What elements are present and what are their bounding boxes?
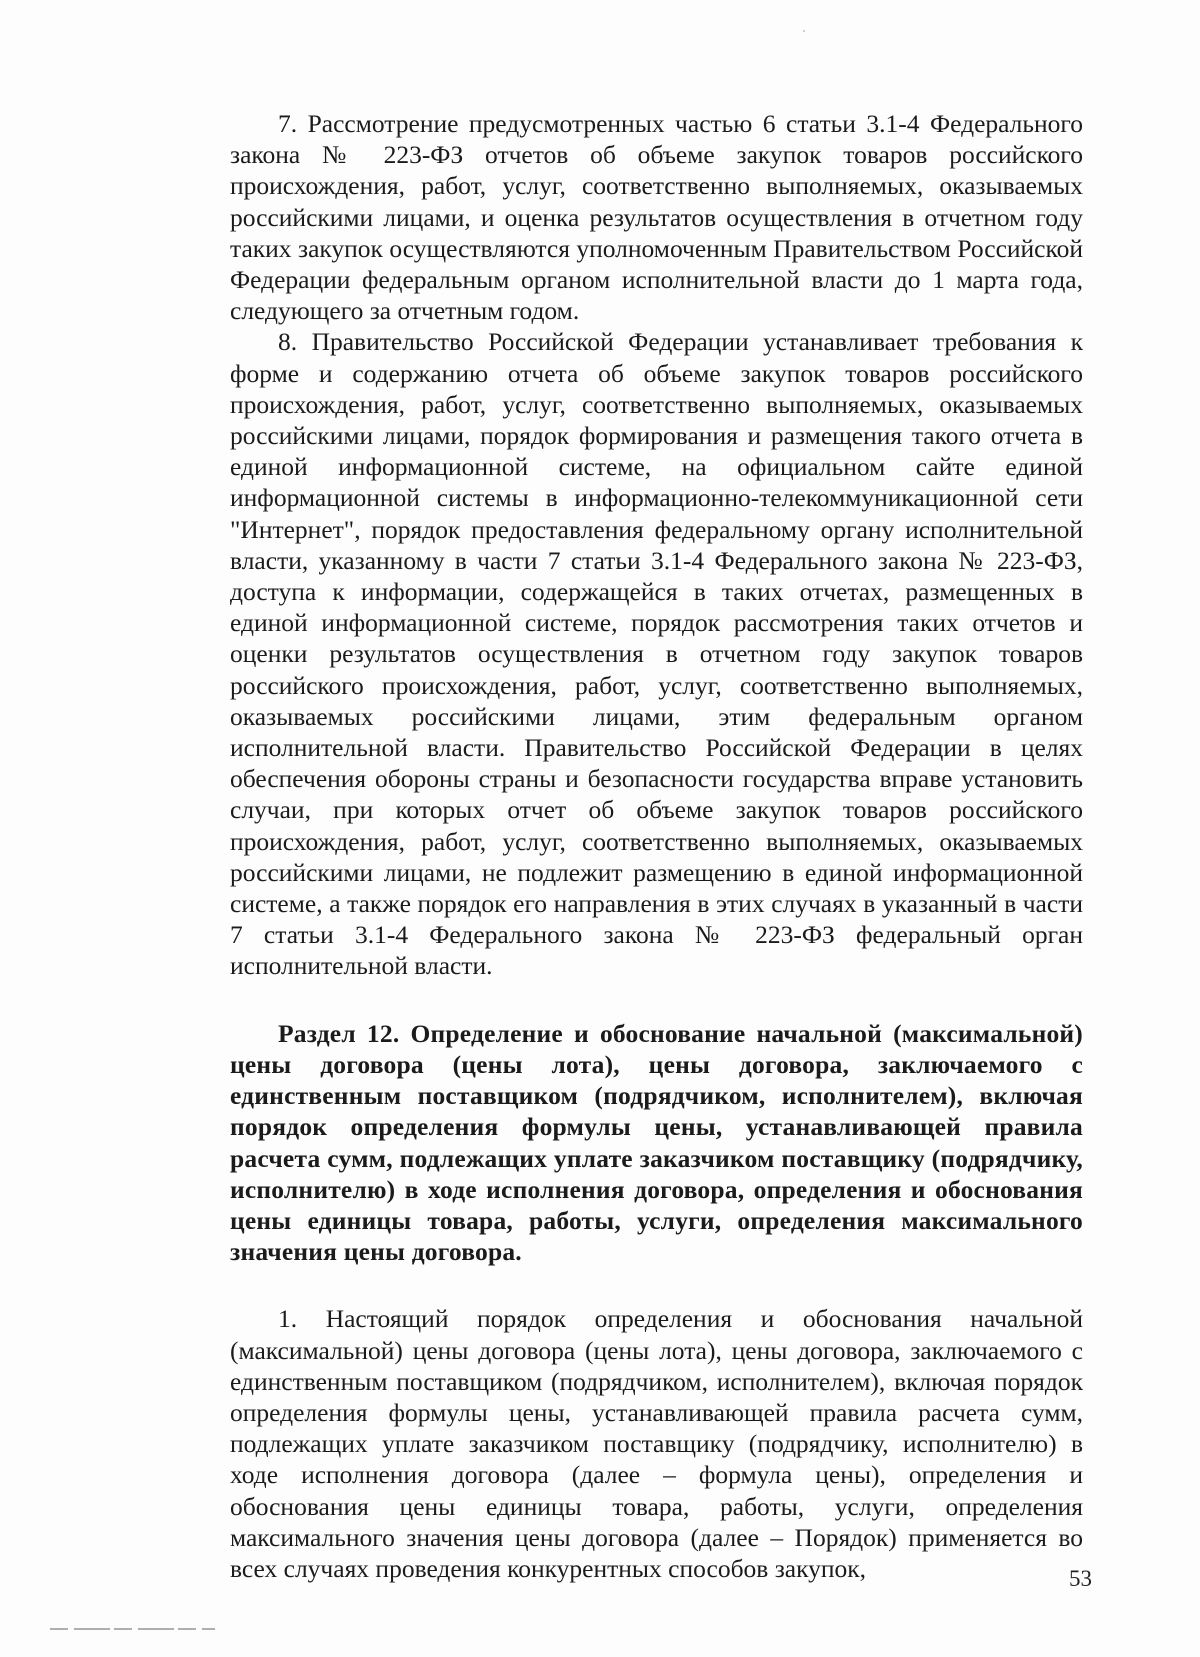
scan-artifact: [803, 30, 805, 32]
page-number: 53: [1069, 1566, 1092, 1591]
paragraph-item-7: 7. Рассмотрение предусмотренных частью 6 статьи 3.1-4 Федерального закона № 223-ФЗ отчетов об объеме закупок товаров российского происхождения, работ, услуг, соответственно выполняемых, оказываемых российскими лицами, и оценка результатов осуществления в отчетном году таких закупок осуществляются уполномоченным Правительством Российской Федерации федеральным органом исполнительной власти до 1 марта года, следующего за отчетным годом.: [230, 109, 1083, 326]
paragraph-item-8: 8. Правительство Российской Федерации устанавливает требования к форме и содержанию отчета об объеме закупок товаров российского происхождения, работ, услуг, соответственно выполняемых, оказываемых российскими лицами, порядок формирования и размещения такого отчета в единой информационной системе, на официальном сайте единой информационной системы в информационно-телекоммуникационной сети "Интернет", порядок предоставления федеральному органу исполнительной власти, указанному в части 7 статьи 3.1-4 Федерального закона № 223-ФЗ, доступа к информации, содержащейся в таких отчетах, размещенных в единой информационной системе, порядок рассмотрения таких отчетов и оценки результатов осуществления в отчетном году закупок товаров российского происхождения, работ, услуг, соответственно выполняемых, оказываемых российскими лицами, этим федеральным органом исполнительной власти. Правительство Российской Федерации в целях обеспечения обороны страны и безопасности государства вправе установить случаи, при которых отчет об объеме закупок товаров российского происхождения, работ, услуг, соответственно выполняемых, оказываемых российскими лицами, не подлежит размещению в единой информационной системе, а также порядок его направления в этих случаях в указанный в части 7 статьи 3.1-4 Федерального закона № 223-ФЗ федеральный орган исполнительной власти.: [230, 327, 1083, 981]
scan-artifact-line: [50, 1628, 215, 1630]
document-body: [230, 108, 1083, 1584]
section-paragraph-item-1: 1. Настоящий порядок определения и обоснования начальной (максимальной) цены договора (цены лота), цены договора, заключаемого с единственным поставщиком (подрядчиком, исполнителем), включая порядок определения формулы цены, устанавливающей правила расчета сумм, подлежащих уплате заказчиком поставщику (подрядчику, исполнителю) в ходе исполнения договора (далее – формула цены), определения и обоснования цены единицы товара, работы, услуги, определения максимального значения цены договора (далее – Порядок) применяется во всех случаях проведения конкурентных способов закупок,: [230, 1304, 1083, 1583]
section-heading: Раздел 12. Определение и обоснование начальной (максимальной) цены договора (цены лота), цены договора, заключаемого с единственным поставщиком (подрядчиком, исполнителем), включая порядок определения формулы цены, устанавливающей правила расчета сумм, подлежащих уплате заказчиком поставщику (подрядчику, исполнителю) в ходе исполнения договора, определения и обоснования цены единицы товара, работы, услуги, определения максимального значения цены договора.: [230, 1018, 1083, 1267]
